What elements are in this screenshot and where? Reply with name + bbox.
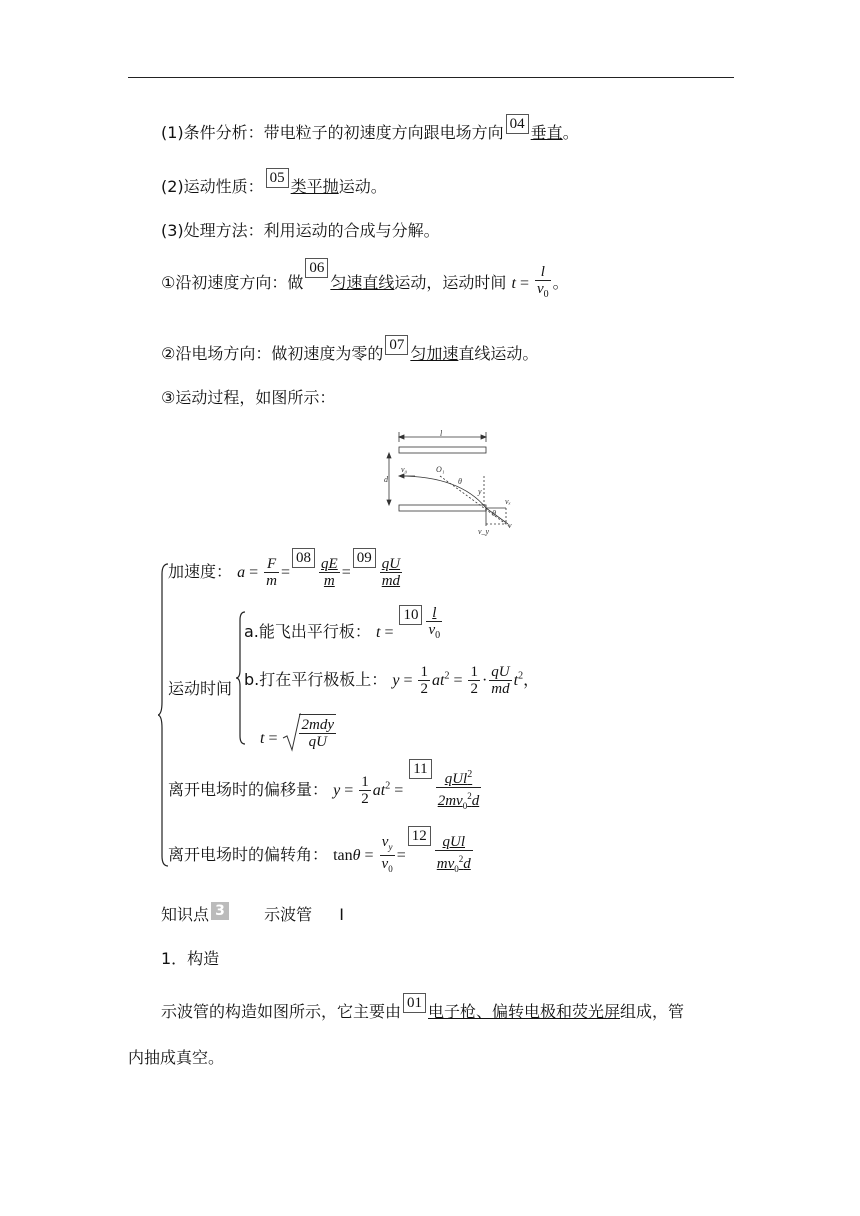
fraction: $\frac{qUl^2}{2mv_0^2d}$ bbox=[436, 767, 482, 814]
answer: 垂直 bbox=[530, 123, 563, 142]
blank-number: 08 bbox=[292, 548, 315, 568]
item-text: ①沿初速度方向：做 bbox=[161, 273, 304, 292]
item-text: 运动。 bbox=[338, 177, 387, 196]
section-level: Ⅰ bbox=[339, 905, 344, 924]
answer: 电子枪、偏转电极和荧光屏 bbox=[428, 1002, 621, 1021]
blank-number: 04 bbox=[506, 114, 529, 134]
displacement-row: 离开电场时的偏移量： y = $\frac{1}{2}$ $at^2 = 11$ $\frac{qUl^2}{2mv_0^2d}$ bbox=[168, 767, 483, 814]
section-number-badge: 3 bbox=[211, 902, 229, 920]
svg-text:l: l bbox=[440, 429, 443, 438]
time-b-label: b.打在平行极板上： bbox=[244, 670, 388, 689]
paragraph-text: 示波管的构造如图所示，它主要由 bbox=[161, 1002, 402, 1021]
svg-text:d: d bbox=[384, 475, 388, 484]
item-field-direction bbox=[161, 337, 539, 364]
item-text: 运动，运动时间 bbox=[394, 273, 507, 292]
svg-text:v_y: v_y bbox=[478, 527, 490, 536]
blank-number: 07 bbox=[385, 335, 408, 355]
punct: 。 bbox=[562, 123, 579, 142]
blank-number: 10 bbox=[399, 605, 422, 625]
time-b-row: b.打在平行极板上： y = $\frac{1}{2}$ $at^2$ = $\frac{1}{2}$ · $\frac{qU}{md}$ $t^2$， bbox=[244, 664, 540, 697]
svg-text:θ: θ bbox=[492, 509, 496, 518]
item-text: (1)条件分析：带电粒子的初速度方向跟电场方向 bbox=[161, 123, 504, 142]
blank-number: 12 bbox=[408, 826, 431, 846]
paragraph-text: 组成，管 bbox=[620, 1002, 685, 1021]
item-condition bbox=[161, 116, 579, 143]
item-motion-type bbox=[161, 170, 387, 197]
deflection-diagram bbox=[380, 428, 525, 536]
formula: a bbox=[237, 564, 246, 581]
header-rule bbox=[128, 77, 734, 78]
answer: 类平抛 bbox=[290, 177, 339, 196]
time-a-label: a.能飞出平行板： bbox=[244, 622, 371, 641]
svg-text:θ: θ bbox=[458, 477, 462, 486]
angle-label: 离开电场时的偏转角： bbox=[168, 845, 329, 864]
subsection-title: 1．构造 bbox=[161, 949, 220, 968]
sqrt-symbol bbox=[281, 712, 301, 752]
fraction: $\frac{F}{m}$ bbox=[266, 556, 277, 589]
item-text: (2)运动性质： bbox=[161, 177, 264, 196]
blank-number: 05 bbox=[266, 168, 289, 188]
blank-number: 09 bbox=[353, 548, 376, 568]
fraction: $\frac{l}{v_0}$ bbox=[535, 264, 551, 303]
paragraph-line-2: 内抽成真空。 bbox=[128, 1048, 225, 1067]
blank-number: 11 bbox=[409, 759, 431, 779]
fraction: $\frac{l}{v_0}$ bbox=[426, 605, 442, 644]
fraction: $\frac{qU}{md}$ bbox=[491, 664, 510, 697]
section-heading bbox=[161, 902, 344, 925]
punct: 。 bbox=[552, 273, 569, 292]
time-a-row: a.能飞出平行板： t = 10 $\frac{l}{v_0}$ bbox=[244, 605, 444, 644]
time-label: 运动时间 bbox=[168, 679, 233, 698]
item-initial-velocity-direction: ①沿初速度方向：做06匀速直线运动，运动时间 t = $\frac{l}{v_0}$ 。 bbox=[161, 264, 569, 303]
svg-text:y: y bbox=[478, 487, 482, 496]
time-sqrt-row: t = $\frac{\text{2mdy}}{qU}$ bbox=[260, 712, 338, 752]
svg-text:O₁: O₁ bbox=[436, 465, 445, 474]
item-process: ③运动过程，如图所示： bbox=[161, 388, 336, 407]
item-text: ②沿电场方向：做初速度为零的 bbox=[161, 344, 384, 363]
formula: t bbox=[511, 275, 516, 292]
svg-text:v₀: v₀ bbox=[401, 465, 408, 474]
left-brace bbox=[158, 562, 170, 868]
fraction: $\frac{\text{qUl}}{mv_0^2d}$ bbox=[435, 834, 473, 877]
angle-row: 离开电场时的偏转角： tanθ = $\frac{v_y}{v_0}$ =12 $\frac{\text{qUl}}{mv_0^2d}$ bbox=[168, 834, 475, 877]
item-text: 直线运动。 bbox=[458, 344, 539, 363]
blank-number: 06 bbox=[305, 258, 328, 278]
displacement-label: 离开电场时的偏移量： bbox=[168, 780, 329, 799]
fraction: $\frac{1}{2}$ bbox=[361, 774, 369, 807]
accel-row: 加速度： a = $\frac{F}{m}$ =08 $\frac{qE}{m}$ =09 $\frac{qU}{md}$ bbox=[168, 550, 401, 589]
fraction: $\frac{1}{2}$ bbox=[470, 664, 478, 697]
fraction: $\frac{qU}{md}$ bbox=[381, 556, 401, 589]
accel-label: 加速度： bbox=[168, 562, 233, 581]
fraction: $\frac{v_y}{v_0}$ bbox=[380, 834, 395, 877]
section-label: 知识点 bbox=[161, 905, 210, 924]
section-title: 示波管 bbox=[264, 905, 313, 924]
fraction: $\frac{1}{2}$ bbox=[420, 664, 428, 697]
answer: 匀速直线 bbox=[330, 273, 395, 292]
blank-number: 01 bbox=[403, 993, 426, 1013]
item-method: (3)处理方法：利用运动的合成与分解。 bbox=[161, 221, 440, 240]
answer: 匀加速 bbox=[410, 344, 459, 363]
fraction: $\frac{\text{2mdy}}{qU}$ bbox=[299, 714, 336, 750]
svg-text:v: v bbox=[508, 521, 512, 530]
svg-text:vₓ: vₓ bbox=[505, 497, 511, 506]
paragraph-line-1 bbox=[161, 995, 685, 1022]
fraction: $\frac{qE}{m}$ bbox=[321, 556, 338, 589]
